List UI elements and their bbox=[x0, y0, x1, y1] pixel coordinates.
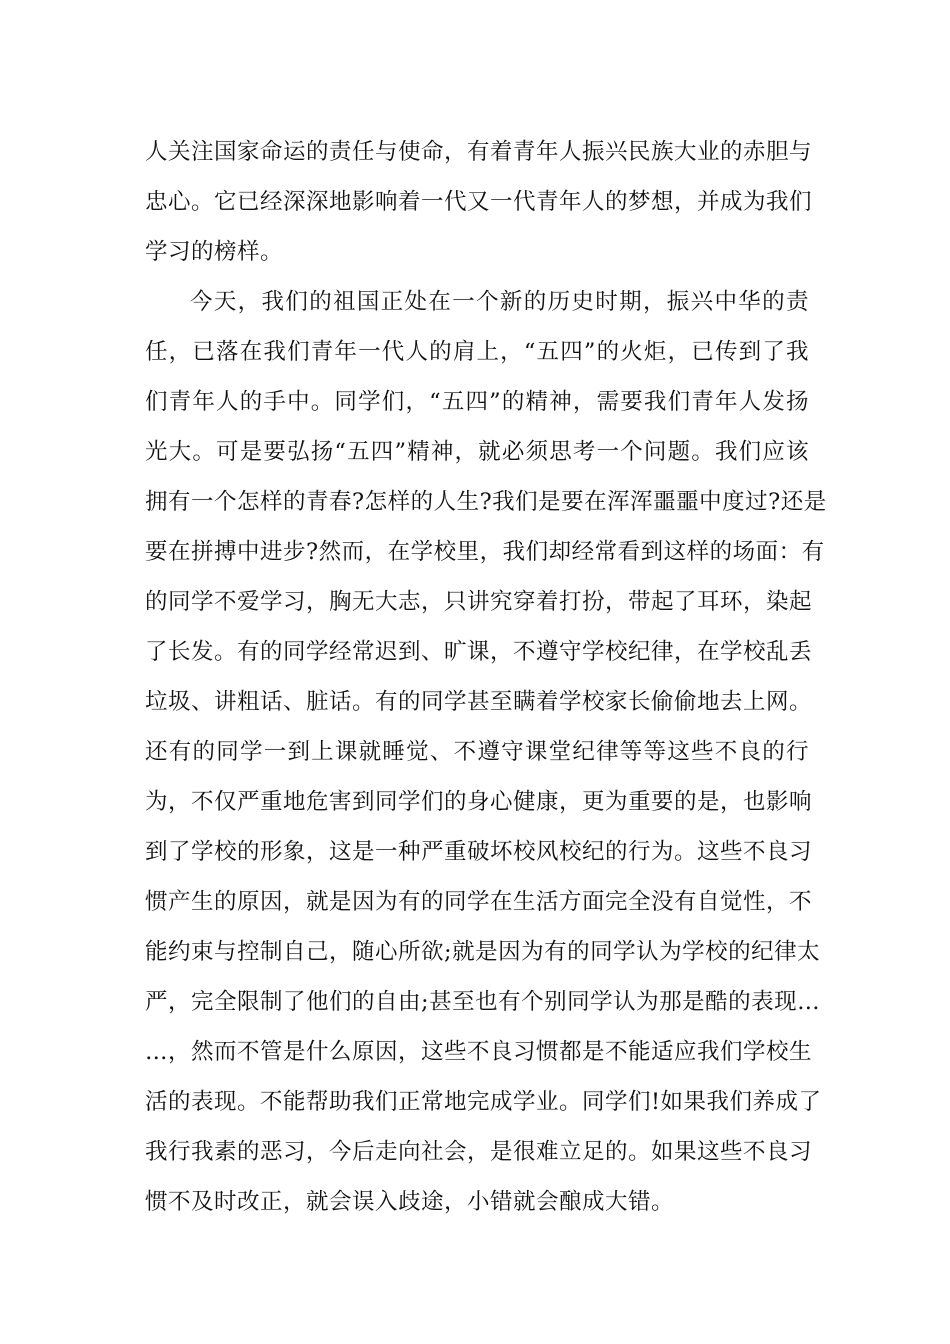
paragraph bbox=[145, 127, 813, 277]
paragraph bbox=[145, 277, 827, 1227]
document-body bbox=[145, 127, 827, 1227]
text-line: 人关注国家命运的责任与使命，有着青年人振兴民族大业的赤胆与 bbox=[145, 139, 813, 165]
text-line: 到了学校的形象，这是一种严重破坏校风校纪的行为。这些不良习 bbox=[145, 839, 813, 865]
text-line: 我行我素的恶习，今后走向社会，是很难立足的。如果这些不良习 bbox=[145, 1139, 813, 1165]
text-line: 要在拼搏中进步?然而，在学校里，我们却经常看到这样的场面：有 bbox=[145, 539, 825, 565]
text-line: 任，已落在我们青年一代人的肩上，“五四”的火炬，已传到了我 bbox=[145, 339, 809, 365]
text-line: 惯不及时改正，就会误入歧途，小错就会酿成大错。 bbox=[145, 1189, 675, 1215]
text-line: 学习的榜样。 bbox=[145, 239, 284, 265]
text-line: 今天，我们的祖国正处在一个新的历史时期，振兴中华的责 bbox=[190, 289, 809, 315]
text-line: 们青年人的手中。同学们，“五四”的精神，需要我们青年人发扬 bbox=[145, 389, 809, 415]
text-line: 拥有一个怎样的青春?怎样的人生?我们是要在浑浑噩噩中度过?还是 bbox=[145, 489, 827, 515]
text-line: 活的表现。不能帮助我们正常地完成学业。同学们!如果我们养成了 bbox=[145, 1089, 822, 1115]
text-line: 惯产生的原因，就是因为有的同学在生活方面完全没有自觉性，不 bbox=[145, 889, 813, 915]
text-line: …，然而不管是什么原因，这些不良习惯都是不能适应我们学校生 bbox=[145, 1039, 813, 1065]
text-line: 还有的同学一到上课就睡觉、不遵守课堂纪律等等这些不良的行 bbox=[145, 739, 809, 765]
text-line: 忠心。它已经深深地影响着一代又一代青年人的梦想，并成为我们 bbox=[145, 189, 813, 215]
text-line: 为，不仅严重地危害到同学们的身心健康，更为重要的是，也影响 bbox=[145, 789, 813, 815]
text-line: 严，完全限制了他们的自由;甚至也有个别同学认为那是酷的表现… bbox=[145, 989, 821, 1015]
text-line: 能约束与控制自己，随心所欲;就是因为有的同学认为学校的纪律太 bbox=[145, 939, 821, 965]
text-line: 光大。可是要弘扬“五四”精神，就必须思考一个问题。我们应该 bbox=[145, 439, 809, 465]
text-line: 了长发。有的同学经常迟到、旷课，不遵守学校纪律，在学校乱丢 bbox=[145, 639, 813, 665]
text-line: 垃圾、讲粗话、脏话。有的同学甚至瞒着学校家长偷偷地去上网。 bbox=[145, 689, 813, 715]
text-line: 的同学不爱学习，胸无大志，只讲究穿着打扮，带起了耳环，染起 bbox=[145, 589, 813, 615]
